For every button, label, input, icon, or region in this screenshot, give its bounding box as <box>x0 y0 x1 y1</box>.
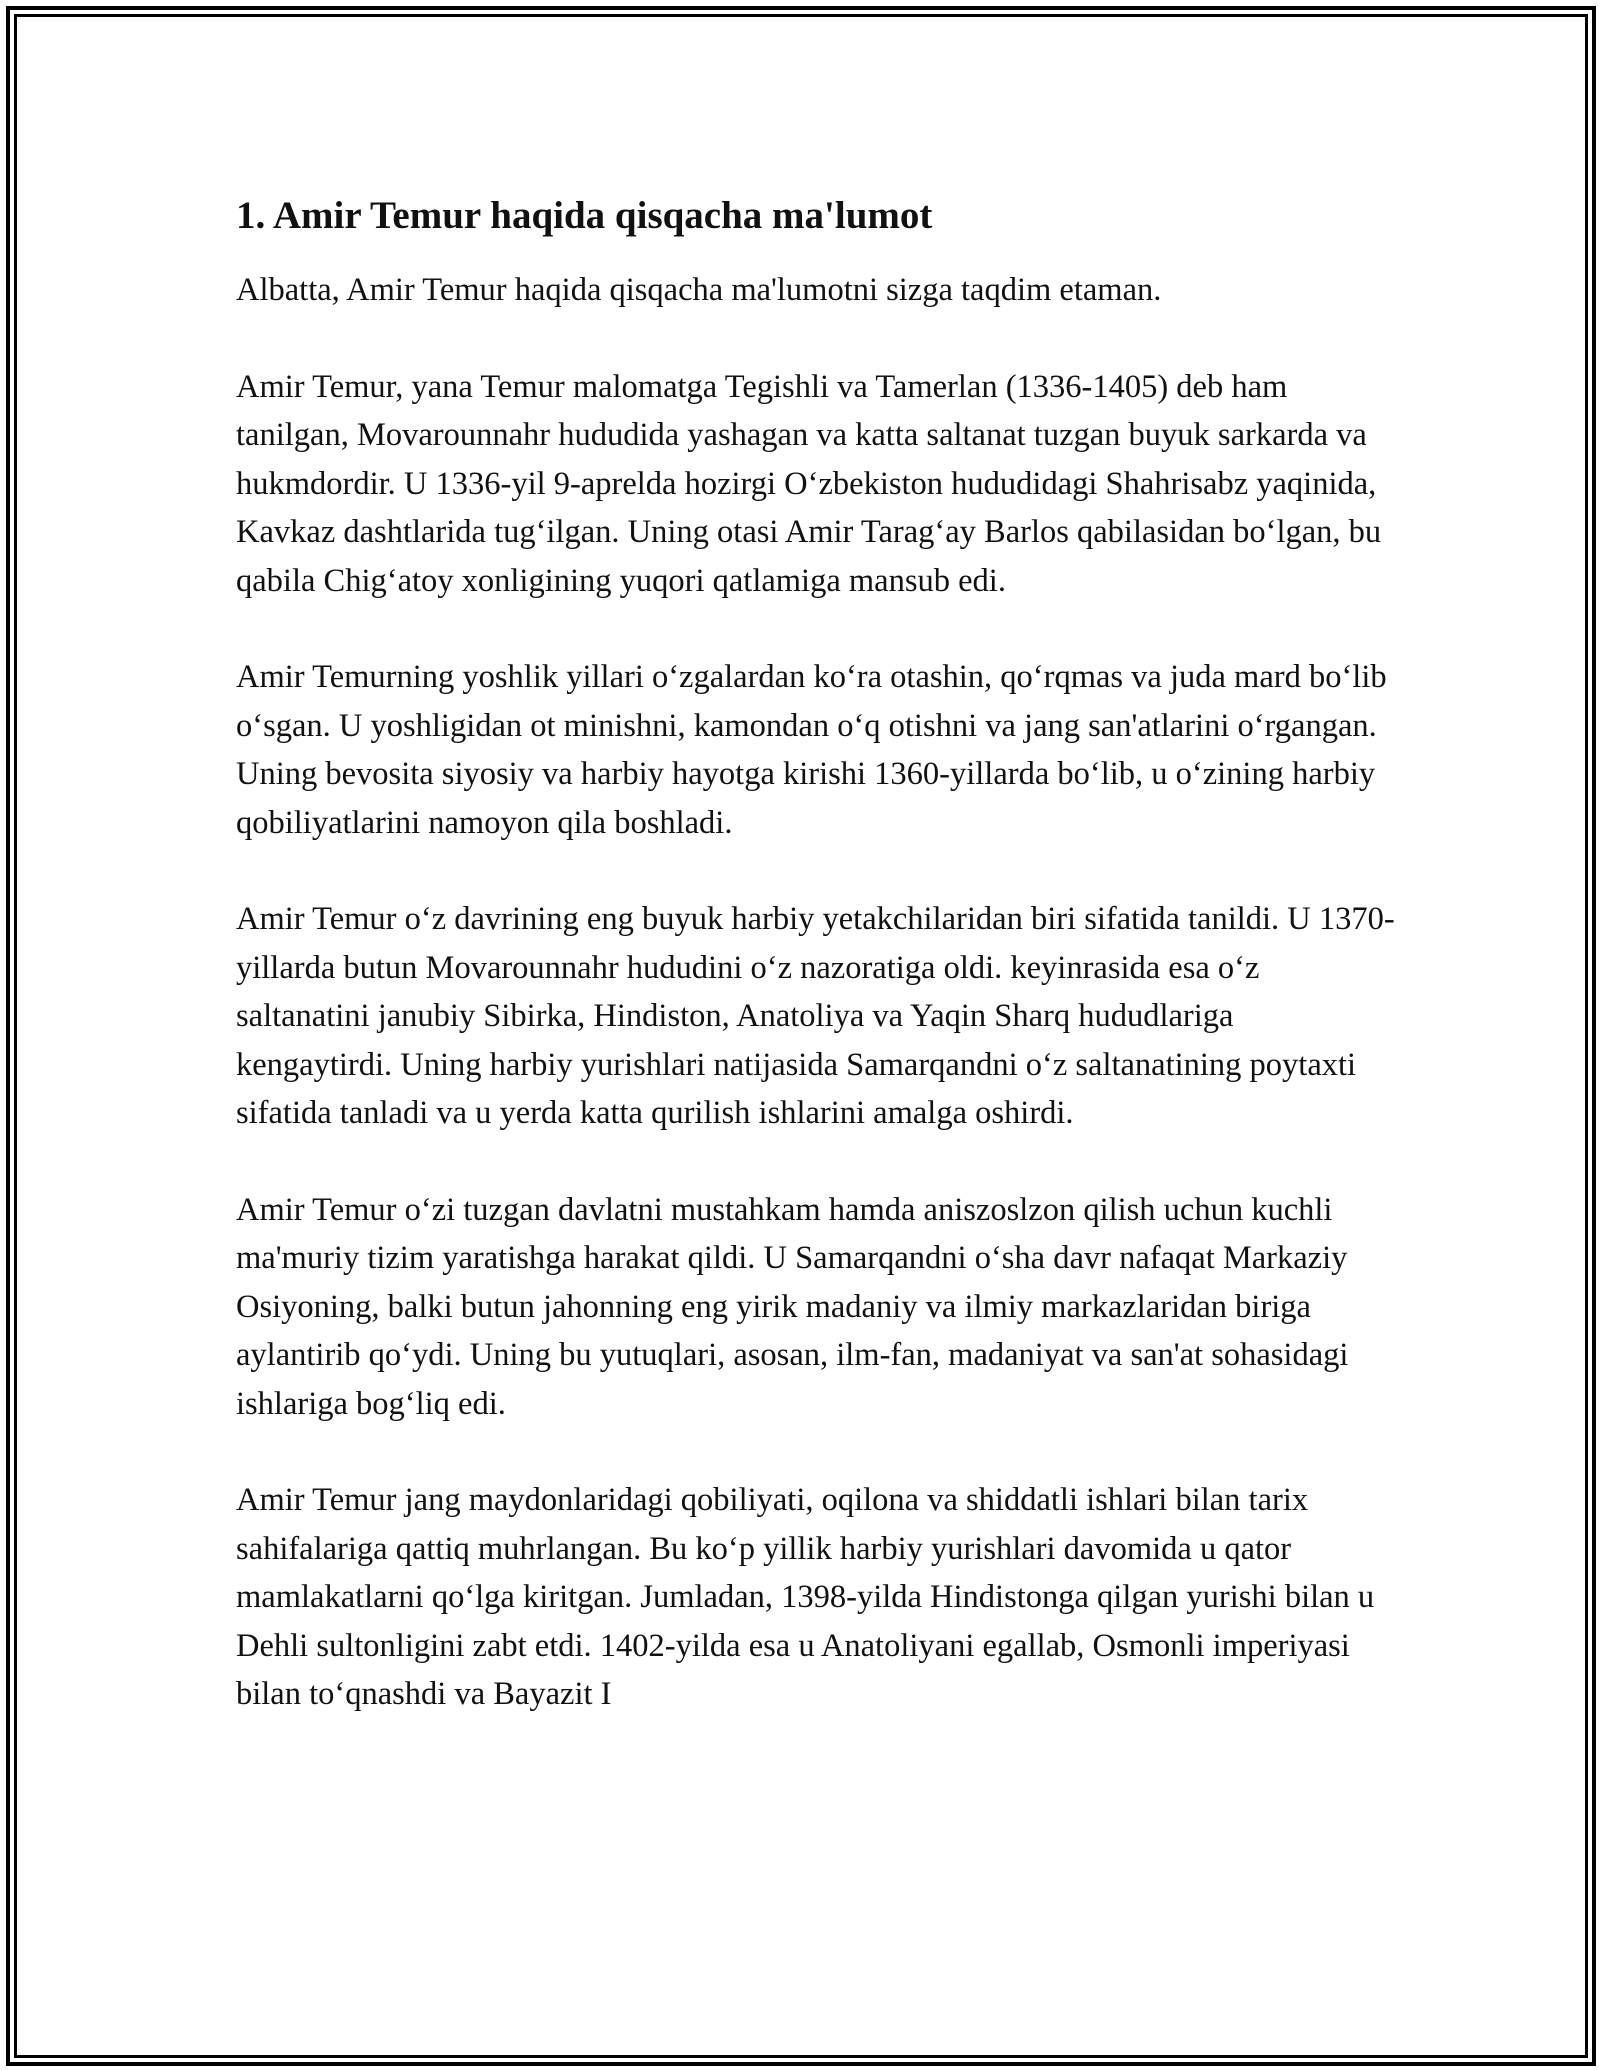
paragraph-administration: Amir Temur o‘zi tuzgan davlatni mustahkam hamda aniszoslzon qilish uchun kuchli ma'muriy tizim yaratishga harakat qildi. U Samarqandni o‘sha davr nafaqat Markaziy Osiyoning, balki butun jahonning eng yirik madaniy va ilmiy markazlaridan biriga aylantirib qo‘ydi. Uning bu yutuqlari, asosan, ilm-fan, madaniyat va san'at sohasidagi ishlariga bog‘liq edi. <box>236 1191 1349 1422</box>
paragraph-intro: Albatta, Amir Temur haqida qisqacha ma'lumotni sizga taqdim etaman. <box>236 272 1162 308</box>
section-heading: 1. Amir Temur haqida qisqacha ma'lumot <box>236 194 933 237</box>
paragraph-youth: Amir Temurning yoshlik yillari o‘zgalardan ko‘ra otashin, qo‘rqmas va juda mard bo‘lib o‘sgan. U yoshligidan ot minishni, kamondan o‘q otishni va jang san'atlarini o‘rgangan. Uning bevosita siyosiy va harbiy hayotga kirishi 1360-yillarda bo‘lib, u o‘zining harbiy qobiliyatlarini namoyon qila boshladi. <box>236 659 1387 841</box>
document-body <box>236 188 1396 1767</box>
paragraph-conquests: Amir Temur o‘z davrining eng buyuk harbiy yetakchilaridan biri sifatida tanildi. U 1370-yillarda butun Movarounnahr hududini o‘z nazoratiga oldi. keyinrasida esa o‘z saltanatini janubiy Sibirka, Hindiston, Anatoliya va Yaqin Sharq hududlariga kengaytirdi. Uning harbiy yurishlari natijasida Samarqandni o‘z saltanatining poytaxti sifatida tanladi va u yerda katta qurilish ishlarini amalga oshirdi. <box>236 901 1395 1131</box>
paragraph-campaigns: Amir Temur jang maydonlaridagi qobiliyati, oqilona va shiddatli ishlari bilan tarix sahifalariga qattiq muhrlangan. Bu ko‘p yillik harbiy yurishlari davomida u qator mamlakatlarni qo‘lga kiritgan. Jumladan, 1398-yilda Hindistonga qilgan yurishi bilan u Dehli sultonligini zabt etdi. 1402-yilda esa u Anatoliyani egallab, Osmonli imperiyasi bilan to‘qnashdi va Bayazit I <box>236 1482 1375 1712</box>
paragraph-biography: Amir Temur, yana Temur malomatga Tegishli va Tamerlan (1336-1405) deb ham tanilgan, Movarounnahr hududida yashagan va katta saltanat tuzgan buyuk sarkarda va hukmdordir. U 1336-yil 9-aprelda hozirgi O‘zbekiston hududidagi Shahrisabz yaqinida, Kavkaz dashtlarida tug‘ilgan. Uning otasi Amir Tarag‘ay Barlos qabilasidan bo‘lgan, bu qabila Chig‘atoy xonligining yuqori qatlamiga mansub edi. <box>236 368 1382 599</box>
